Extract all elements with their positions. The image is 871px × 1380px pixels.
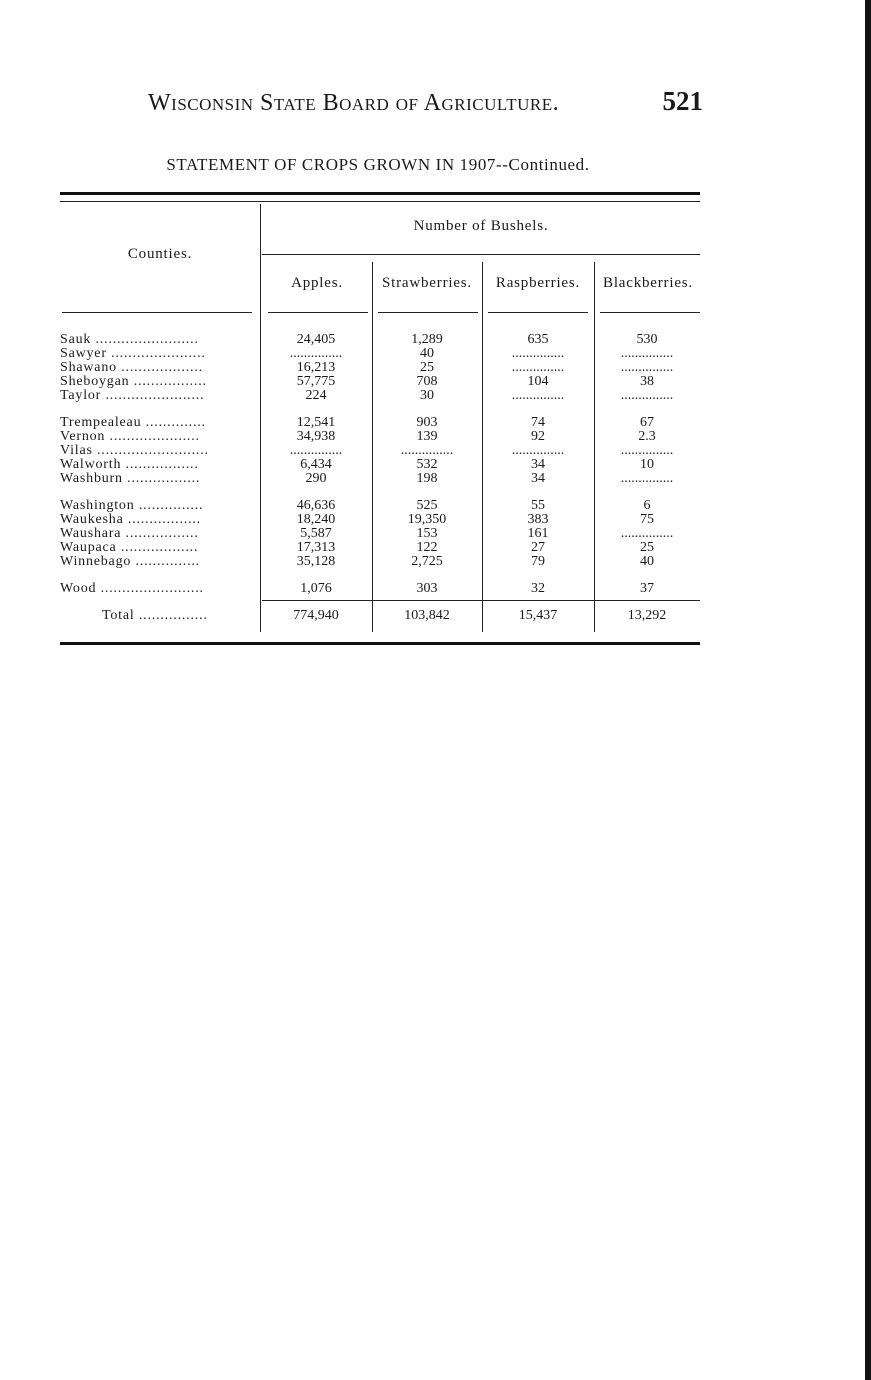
blackberries-value: ............... — [620, 361, 674, 375]
table-row — [60, 555, 700, 569]
apples-value: ............... — [289, 444, 343, 458]
county-name: Sheboygan ................. — [60, 375, 207, 389]
raspberries-value: ............... — [511, 444, 565, 458]
county-name: Shawano ................... — [60, 361, 203, 375]
page-edge-shadow — [865, 0, 871, 1380]
table-row — [60, 499, 700, 513]
column-header-strawberries: Strawberries. — [382, 275, 472, 291]
raspberries-value: 15,437 — [518, 609, 558, 623]
table-row — [60, 375, 700, 389]
apples-value: 5,587 — [300, 527, 332, 541]
apples-value: 34,938 — [296, 430, 336, 444]
table-row — [60, 513, 700, 527]
raspberries-value: 161 — [527, 527, 549, 541]
running-head — [148, 86, 703, 122]
raspberries-value: 383 — [527, 513, 549, 527]
blackberries-value: 37 — [640, 582, 654, 596]
strawberries-value: 532 — [416, 458, 438, 472]
table-row — [60, 416, 700, 430]
strawberries-value: 708 — [416, 375, 438, 389]
raspberries-value: 74 — [531, 416, 545, 430]
raspberries-value: ............... — [511, 361, 565, 375]
running-title: Wisconsin State Board of Agriculture. — [148, 90, 560, 116]
blackberries-value: 2.3 — [638, 430, 656, 444]
table-row — [60, 472, 700, 486]
column-header-blackberries: Blackberries. — [603, 275, 693, 291]
strawberries-value: 25 — [420, 361, 434, 375]
strawberries-value: 525 — [416, 499, 438, 513]
county-name: Wood ........................ — [60, 582, 204, 596]
header-bottom-rule — [488, 312, 588, 313]
page-number: 521 — [662, 86, 703, 116]
header-bottom-rule — [378, 312, 478, 313]
blackberries-value: 25 — [640, 541, 654, 555]
header-bottom-rule — [62, 312, 252, 313]
county-name: Vernon ..................... — [60, 430, 200, 444]
blackberries-value: 38 — [640, 375, 654, 389]
blackberries-value: 530 — [636, 333, 658, 347]
apples-value: 1,076 — [300, 582, 332, 596]
county-name: Sawyer ...................... — [60, 347, 206, 361]
blackberries-value: 10 — [640, 458, 654, 472]
raspberries-value: 55 — [531, 499, 545, 513]
apples-value: 12,541 — [296, 416, 336, 430]
raspberries-value: 635 — [527, 333, 549, 347]
column-header-apples: Apples. — [291, 275, 343, 291]
county-name: Total ................ — [102, 609, 208, 623]
county-name: Waupaca .................. — [60, 541, 199, 555]
table-row — [60, 527, 700, 541]
total-rule — [262, 600, 700, 601]
apples-value: 35,128 — [296, 555, 336, 569]
apples-value: 17,313 — [296, 541, 336, 555]
county-name: Sauk ........................ — [60, 333, 199, 347]
counties-header: Counties. — [127, 246, 193, 262]
raspberries-value: 32 — [531, 582, 545, 596]
apples-value: ............... — [289, 347, 343, 361]
table-row — [60, 458, 700, 472]
blackberries-value: ............... — [620, 527, 674, 541]
table-row — [60, 444, 700, 458]
county-name: Washington ............... — [60, 499, 204, 513]
county-name: Washburn ................. — [60, 472, 201, 486]
raspberries-value: 34 — [531, 472, 545, 486]
strawberries-value: 19,350 — [407, 513, 447, 527]
apples-value: 16,213 — [296, 361, 336, 375]
bottom-rule — [60, 642, 700, 645]
top-rule — [60, 192, 700, 195]
county-name: Waushara ................. — [60, 527, 199, 541]
blackberries-value: ............... — [620, 347, 674, 361]
table-row — [60, 389, 700, 403]
blackberries-value: 40 — [640, 555, 654, 569]
strawberries-value: 303 — [416, 582, 438, 596]
column-header-raspberries: Raspberries. — [495, 275, 581, 291]
county-name: Walworth ................. — [60, 458, 199, 472]
county-name: Trempealeau .............. — [60, 416, 206, 430]
table-caption: STATEMENT OF CROPS GROWN IN 1907--Continued. — [166, 155, 590, 174]
strawberries-value: 153 — [416, 527, 438, 541]
strawberries-value: 903 — [416, 416, 438, 430]
county-name: Winnebago ............... — [60, 555, 200, 569]
blackberries-value: ............... — [620, 389, 674, 403]
header-bottom-rule — [600, 312, 700, 313]
strawberries-value: 198 — [416, 472, 438, 486]
strawberries-value: 122 — [416, 541, 438, 555]
strawberries-value: 2,725 — [411, 555, 443, 569]
header-bottom-rule — [268, 312, 368, 313]
table-row — [60, 361, 700, 375]
raspberries-value: 79 — [531, 555, 545, 569]
table-row — [60, 430, 700, 444]
apples-value: 224 — [305, 389, 327, 403]
raspberries-value: 92 — [531, 430, 545, 444]
county-name: Vilas .......................... — [60, 444, 209, 458]
raspberries-value: 104 — [527, 375, 549, 389]
strawberries-value: 1,289 — [411, 333, 443, 347]
apples-value: 24,405 — [296, 333, 336, 347]
group-header-rule — [262, 254, 700, 255]
apples-value: 57,775 — [296, 375, 336, 389]
strawberries-value: 30 — [420, 389, 434, 403]
raspberries-value: 34 — [531, 458, 545, 472]
strawberries-value: 103,842 — [404, 609, 450, 623]
raspberries-value: ............... — [511, 389, 565, 403]
blackberries-value: 13,292 — [627, 609, 667, 623]
apples-value: 290 — [305, 472, 327, 486]
apples-value: 774,940 — [293, 609, 339, 623]
strawberries-value: ............... — [400, 444, 454, 458]
raspberries-value: 27 — [531, 541, 545, 555]
strawberries-value: 139 — [416, 430, 438, 444]
county-name: Waukesha ................. — [60, 513, 201, 527]
apples-value: 46,636 — [296, 499, 336, 513]
strawberries-value: 40 — [420, 347, 434, 361]
blackberries-value: ............... — [620, 472, 674, 486]
table-row — [60, 347, 700, 361]
table-row — [60, 541, 700, 555]
blackberries-value: 67 — [640, 416, 654, 430]
apples-value: 6,434 — [300, 458, 332, 472]
group-header: Number of Bushels. — [413, 218, 549, 234]
blackberries-value: 6 — [643, 499, 651, 513]
blackberries-value: ............... — [620, 444, 674, 458]
table-row — [60, 582, 700, 596]
top-rule-thin — [60, 201, 700, 202]
apples-value: 18,240 — [296, 513, 336, 527]
county-name: Taylor ....................... — [60, 389, 205, 403]
table-total-row — [60, 609, 700, 623]
table-row — [60, 333, 700, 347]
blackberries-value: 75 — [640, 513, 654, 527]
raspberries-value: ............... — [511, 347, 565, 361]
